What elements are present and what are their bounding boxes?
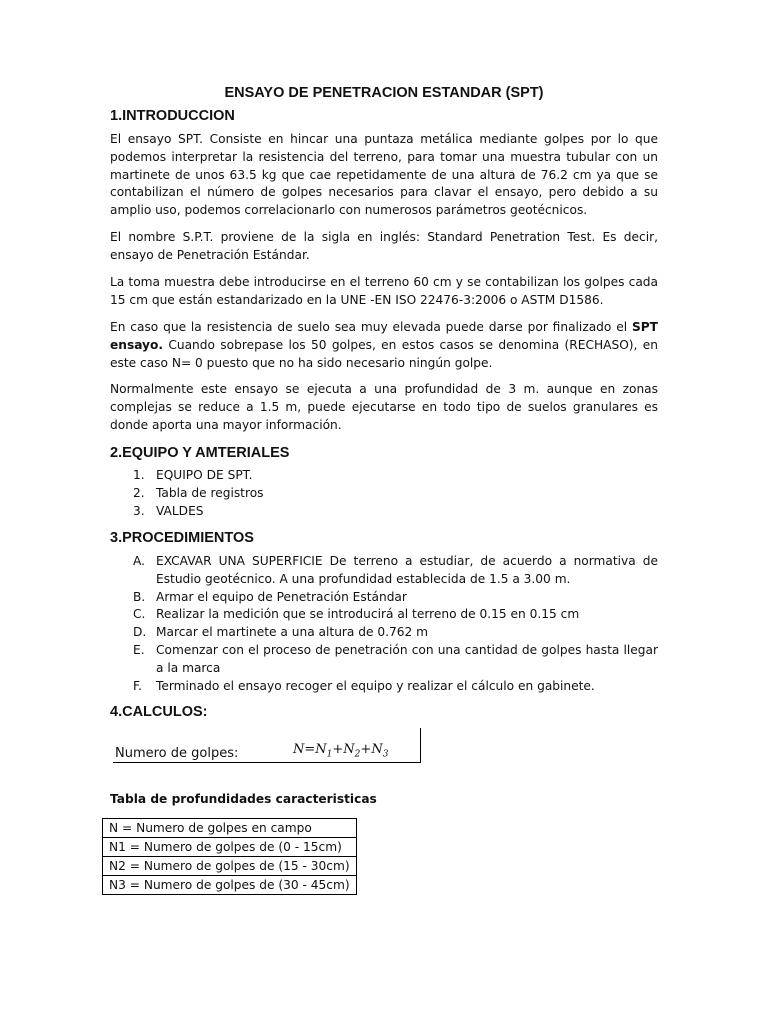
list-item-text: EXCAVAR UNA SUPERFICIE De terreno a estudiar, de acuerdo a normativa de Estudio geotécnico. A una profundidad establecida de 1.5 a 3.00 m.	[156, 554, 658, 586]
intro-paragraph-3: La toma muestra debe introducirse en el terreno 60 cm y se contabilizan los golpes cada 15 cm que están estandarizado en la UNE -EN ISO 22476-3:2006 o ASTM D1586.	[110, 275, 658, 307]
heading-introduccion: 1.INTRODUCCION	[110, 108, 235, 124]
formula-sub-3: 3	[382, 749, 389, 760]
intro-p4-text-a: En caso que la resistencia de suelo sea muy elevada puede darse por finalizado el	[110, 320, 632, 334]
list-item	[110, 589, 658, 607]
heading-equipo: 2.EQUIPO Y AMTERIALES	[110, 445, 290, 461]
list-item-text: EQUIPO DE SPT.	[156, 468, 253, 482]
list-item	[110, 485, 658, 503]
table-row	[103, 819, 357, 838]
document-title: ENSAYO DE PENETRACION ESTANDAR (SPT)	[224, 85, 544, 101]
table-row	[103, 876, 357, 895]
depth-table	[102, 818, 357, 895]
table-caption: Tabla de profundidades caracteristicas	[110, 792, 377, 806]
intro-paragraph-5: Normalmente este ensayo se ejecuta a una profundidad de 3 m. aunque en zonas complejas se reduce a 1.5 m, puede ejecutarse en todo tipo de suelos granulares es donde aporta una mayor información.	[110, 382, 658, 432]
list-marker: C.	[133, 607, 146, 622]
list-marker: F.	[133, 678, 142, 693]
list-marker: B.	[133, 589, 146, 604]
list-marker: 1.	[133, 468, 145, 482]
list-item	[110, 624, 658, 642]
table-cell: N2 = Numero de golpes de (15 - 30cm)	[103, 857, 357, 876]
formula-sub-2: 2	[354, 749, 361, 760]
spt-formula	[293, 742, 388, 760]
list-marker: 2.	[133, 485, 145, 500]
list-item-text: Marcar el martinete a una altura de 0.762 m	[156, 625, 429, 640]
heading-calculos: 4.CALCULOS:	[110, 704, 208, 720]
procedures-list	[110, 553, 658, 695]
list-marker: E.	[133, 642, 145, 657]
formula-equals: =	[304, 742, 316, 757]
table-row	[103, 857, 357, 876]
formula-n1: N	[315, 742, 327, 757]
list-item	[110, 467, 658, 485]
intro-p4-bold: SPT ensayo.	[110, 320, 658, 352]
list-marker: 3.	[133, 503, 145, 518]
intro-paragraph-4	[110, 319, 658, 372]
list-item-text: Tabla de registros	[156, 485, 264, 500]
list-marker: A.	[133, 554, 145, 568]
formula-n2: N	[343, 742, 355, 757]
list-item-text: Comenzar con el proceso de penetración con una cantidad de golpes hasta llegar a la marca	[156, 642, 658, 675]
list-marker: D.	[133, 625, 147, 640]
list-item	[110, 606, 658, 624]
table-cell: N = Numero de golpes en campo	[103, 819, 357, 838]
list-item	[110, 553, 658, 589]
table-row	[103, 838, 357, 857]
intro-paragraph-2: El nombre S.P.T. proviene de la sigla en inglés: Standard Penetration Test. Es decir, ensayo de Penetración Estándar.	[110, 230, 658, 262]
table-cell: N1 = Numero de golpes de (0 - 15cm)	[103, 838, 357, 857]
list-item	[110, 503, 658, 521]
heading-procedimientos: 3.PROCEDIMIENTOS	[110, 530, 254, 546]
formula-plus-2: +	[360, 742, 372, 757]
equipment-list	[110, 467, 658, 520]
formula-sub-1: 1	[326, 749, 333, 760]
table-cell: N3 = Numero de golpes de (30 - 45cm)	[103, 876, 357, 895]
calc-box-border-right	[420, 728, 421, 763]
calc-box-border-bottom	[113, 762, 421, 763]
calc-label: Numero de golpes:	[115, 746, 239, 761]
intro-p4-text-b: Cuando sobrepase los 50 golpes, en estos casos se denomina (RECHASO), en este caso N= 0 puesto que no ha sido necesario ningún golpe.	[110, 337, 658, 370]
list-item-text: VALDES	[156, 503, 204, 518]
intro-paragraph-1: El ensayo SPT. Consiste en hincar una puntaza metálica mediante golpes por lo que podemos interpretar la resistencia del terreno, para tomar una muestra tubular con un martinete de unos 63.5 kg que cae repetidamente de una altura de 76.2 cm ya que se contabilizan el número de golpes necesarios para clavar el ensayo, pero debido a su amplio uso, podemos correlacionarlo con numerosos parámetros geotécnicos.	[110, 132, 658, 218]
list-item-text: Terminado el ensayo recoger el equipo y realizar el cálculo en gabinete.	[156, 678, 595, 693]
formula-n3: N	[371, 742, 383, 757]
list-item-text: Armar el equipo de Penetración Estándar	[156, 589, 407, 604]
list-item	[110, 678, 658, 696]
list-item-text: Realizar la medición que se introducirá al terreno de 0.15 en 0.15 cm	[156, 607, 580, 622]
formula-n: N	[293, 742, 305, 757]
formula-plus-1: +	[332, 742, 344, 757]
list-item	[110, 642, 658, 678]
